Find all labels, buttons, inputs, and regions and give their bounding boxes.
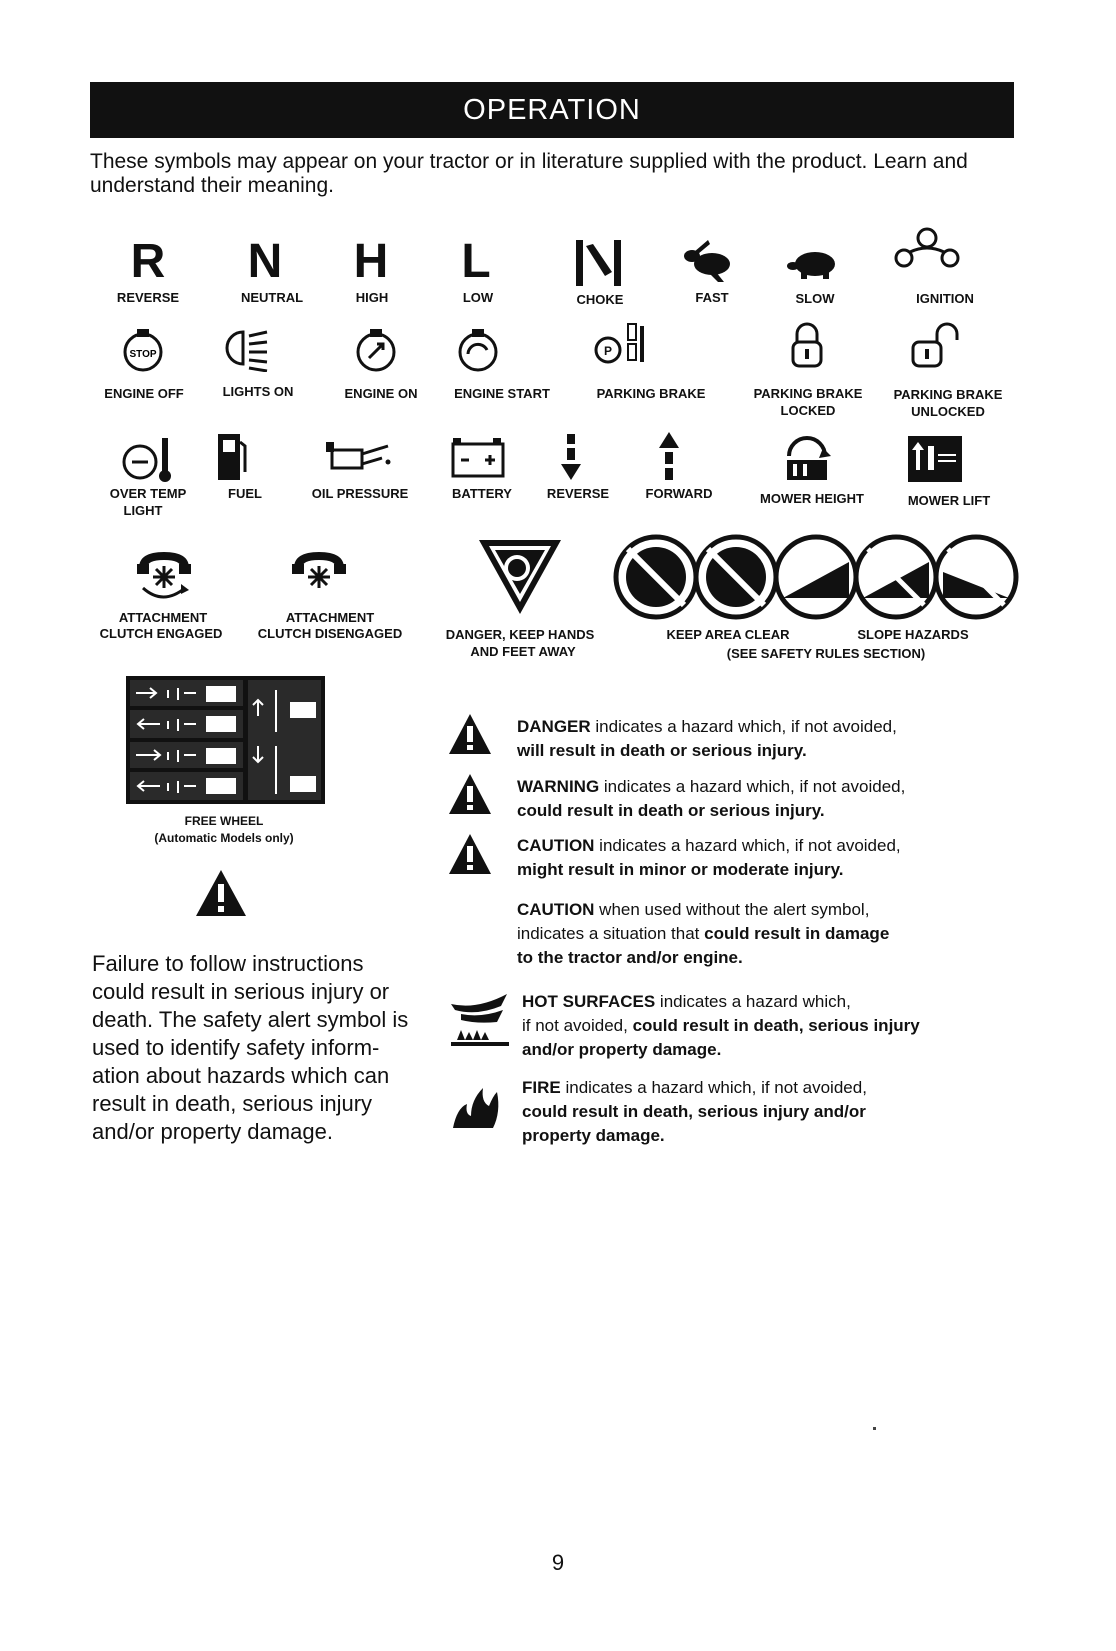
fire-icon bbox=[449, 1078, 503, 1130]
lights-on-label: LIGHTS ON bbox=[222, 384, 294, 399]
svg-text:P: P bbox=[603, 344, 613, 358]
over-temp-icon bbox=[120, 434, 172, 484]
lights-on-icon bbox=[219, 324, 271, 372]
attachment-disengaged-label-1: ATTACHMENT bbox=[285, 610, 375, 625]
warning-alert-icon bbox=[447, 772, 493, 816]
hot-text1: indicates a hazard which, bbox=[655, 992, 851, 1011]
safety-alert-icon bbox=[194, 868, 248, 918]
neutral-label: NEUTRAL bbox=[240, 290, 304, 305]
engine-start-icon bbox=[455, 326, 501, 372]
fire-text1: indicates a hazard which, if not avoided, bbox=[560, 1078, 867, 1097]
caution-message bbox=[517, 834, 1057, 882]
slow-label: SLOW bbox=[795, 291, 835, 306]
mower-lift-label: MOWER LIFT bbox=[907, 493, 991, 508]
low-letter-icon: L bbox=[461, 235, 491, 288]
hot-surfaces-icon bbox=[447, 992, 513, 1048]
choke-label: CHOKE bbox=[576, 292, 624, 307]
fire-message bbox=[522, 1076, 1062, 1148]
attachment-engaged-label-1: ATTACHMENT bbox=[118, 610, 208, 625]
slope-hazard-icon-1 bbox=[776, 537, 856, 617]
caution2-bold1: could result in damage bbox=[704, 924, 890, 943]
mower-height-icon bbox=[779, 434, 835, 484]
attachment-disengaged-label-2: CLUTCH DISENGAGED bbox=[257, 626, 403, 641]
locked-label: LOCKED bbox=[780, 403, 836, 418]
oil-can-icon bbox=[322, 436, 394, 476]
high-label: HIGH bbox=[355, 290, 389, 305]
engine-off-icon bbox=[120, 326, 166, 372]
danger-text: indicates a hazard which, if not avoided, bbox=[590, 717, 897, 736]
reverse-arrow-icon bbox=[557, 430, 585, 484]
danger-bold: will result in death or serious injury. bbox=[517, 741, 807, 760]
caution-no-symbol-message bbox=[517, 898, 1057, 970]
fire-word: FIRE bbox=[522, 1078, 561, 1097]
engine-on-icon bbox=[353, 326, 399, 372]
caution2-text2: indicates a situation that bbox=[517, 924, 705, 943]
padlock-locked-icon bbox=[787, 322, 827, 374]
page-number: 9 bbox=[551, 1550, 565, 1575]
slope-hazards-label: SLOPE HAZARDS bbox=[857, 627, 969, 642]
over-temp-light-label: LIGHT bbox=[123, 503, 163, 518]
caution2-bold2: to the tractor and/or engine. bbox=[517, 948, 743, 967]
fuel-label: FUEL bbox=[228, 486, 262, 501]
engine-on-label: ENGINE ON bbox=[344, 386, 418, 401]
fire-bold1: could result in death, serious injury and/or bbox=[522, 1102, 866, 1121]
engine-off-label: ENGINE OFF bbox=[104, 386, 184, 401]
high-letter-icon: H bbox=[353, 235, 389, 288]
hot-bold1: could result in death, serious injury bbox=[632, 1016, 920, 1035]
mower-lift-icon bbox=[906, 434, 964, 484]
failure-warning-text: Failure to follow instructions could result in serious injury or death. The safety alert symbol is used to identify safety inform-ation about hazards which can result in death, serious injury and/or property damage. bbox=[92, 951, 409, 1144]
danger-hands-feet-icon bbox=[475, 534, 565, 618]
parking-brake-label: PARKING BRAKE bbox=[596, 386, 706, 401]
free-wheel-title: FREE WHEEL bbox=[184, 814, 264, 828]
danger-alert-icon bbox=[447, 712, 493, 756]
oil-pressure-label: OIL PRESSURE bbox=[311, 486, 409, 501]
hot-text2: if not avoided, bbox=[522, 1016, 633, 1035]
fuel-pump-icon bbox=[214, 432, 248, 482]
attachment-clutch-engaged-icon bbox=[133, 548, 195, 608]
hot-bold2: and/or property damage. bbox=[522, 1040, 722, 1059]
reverse-letter-icon: R bbox=[130, 235, 166, 288]
battery-icon bbox=[449, 436, 507, 480]
keep-area-clear-icon-2 bbox=[696, 537, 776, 617]
unlocked-label: UNLOCKED bbox=[911, 404, 985, 419]
ignition-label: IGNITION bbox=[916, 291, 974, 306]
keep-area-clear-icon-1 bbox=[616, 537, 696, 617]
battery-label: BATTERY bbox=[452, 486, 512, 501]
stop-text: STOP bbox=[129, 349, 157, 360]
warning-word: WARNING bbox=[517, 777, 600, 796]
slope-hazard-icon-3 bbox=[936, 537, 1016, 617]
section-banner: OPERATION bbox=[90, 82, 1014, 138]
caution-word: CAUTION bbox=[517, 836, 595, 855]
attachment-clutch-disengaged-icon bbox=[288, 548, 350, 596]
danger-hands-label-1: DANGER, KEEP HANDS bbox=[445, 627, 595, 642]
caution-text: indicates a hazard which, if not avoided, bbox=[594, 836, 901, 855]
parking-brake-unlocked-label: PARKING BRAKE bbox=[893, 387, 1003, 402]
warning-bold: could result in death or serious injury. bbox=[517, 801, 825, 820]
slope-hazard-icon-2 bbox=[856, 537, 936, 617]
free-wheel-subtitle: (Automatic Models only) bbox=[154, 831, 294, 845]
reverse-label: REVERSE bbox=[116, 290, 180, 305]
low-label: LOW bbox=[462, 290, 494, 305]
neutral-letter-icon: N bbox=[247, 235, 283, 288]
hot-surfaces-message bbox=[522, 990, 1062, 1062]
keep-area-clear-and-slope-hazards-icons bbox=[611, 532, 1021, 622]
padlock-unlocked-icon bbox=[909, 322, 961, 374]
rabbit-fast-icon bbox=[680, 236, 740, 286]
keep-area-clear-label: KEEP AREA CLEAR bbox=[666, 627, 790, 642]
fire-bold2: property damage. bbox=[522, 1126, 665, 1145]
speck-mark bbox=[873, 1427, 876, 1430]
forward-arrow-icon bbox=[655, 430, 683, 484]
warning-text: indicates a hazard which, if not avoided, bbox=[599, 777, 906, 796]
caution-alert-icon bbox=[447, 832, 493, 876]
danger-message bbox=[517, 715, 1057, 763]
parking-brake-locked-label: PARKING BRAKE bbox=[753, 386, 863, 401]
choke-icon bbox=[568, 238, 628, 288]
ignition-key-icon bbox=[892, 226, 962, 272]
danger-word: DANGER bbox=[517, 717, 591, 736]
forward-label: FORWARD bbox=[645, 486, 713, 501]
parking-brake-icon bbox=[590, 320, 650, 370]
see-safety-rules-label: (SEE SAFETY RULES SECTION) bbox=[726, 646, 926, 661]
danger-hands-label-2: AND FEET AWAY bbox=[470, 644, 576, 659]
mower-height-label: MOWER HEIGHT bbox=[760, 491, 864, 506]
attachment-engaged-label-2: CLUTCH ENGAGED bbox=[99, 626, 223, 641]
caution2-word: CAUTION bbox=[517, 900, 595, 919]
warning-message bbox=[517, 775, 1057, 823]
free-wheel-diagram bbox=[126, 676, 325, 804]
caution-bold: might result in minor or moderate injury. bbox=[517, 860, 844, 879]
over-temp-label: OVER TEMP bbox=[109, 486, 187, 501]
engine-start-label: ENGINE START bbox=[454, 386, 550, 401]
caution2-text1: when used without the alert symbol, bbox=[594, 900, 870, 919]
hot-word: HOT SURFACES bbox=[522, 992, 656, 1011]
intro-text: These symbols may appear on your tractor or in literature supplied with the product. Learn and understand their meaning. bbox=[90, 150, 968, 197]
fast-label: FAST bbox=[695, 290, 729, 305]
reverse-arrow-label: REVERSE bbox=[546, 486, 610, 501]
turtle-slow-icon bbox=[785, 244, 845, 284]
